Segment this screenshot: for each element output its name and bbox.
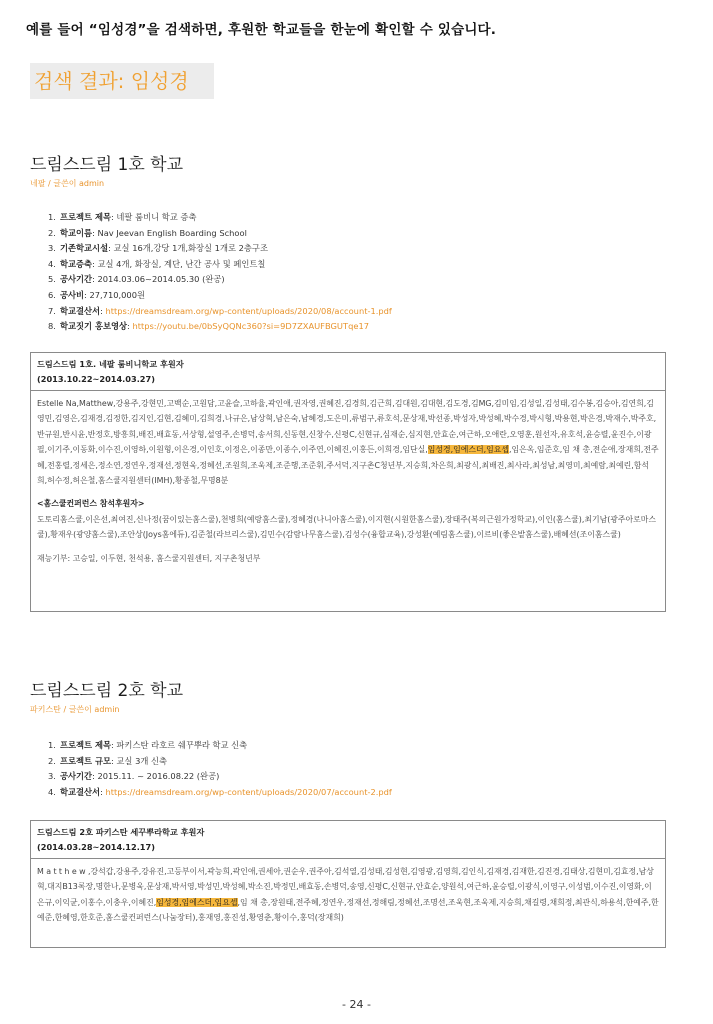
item-value: : 2015.11. ~ 2016.08.22 (완공) xyxy=(92,771,220,782)
item-label: 프로젝트 제목 xyxy=(60,212,111,222)
school1-title: 드림스드림 1호 학교 xyxy=(30,155,183,175)
school1-info-list xyxy=(48,210,392,335)
school2-sponsor-box xyxy=(30,820,666,948)
school1-box-title: 드림스드림 1호. 네팔 룸비니학교 후원자 xyxy=(37,359,184,369)
item-label: 공사기간 xyxy=(60,771,93,782)
info-item xyxy=(48,257,392,273)
item-number: 8. xyxy=(48,321,56,332)
item-number: 3. xyxy=(48,243,56,254)
item-label: 학교짓기 홍보영상 xyxy=(60,321,128,332)
school2-box-title: 드림스드림 2호 파키스탄 세꾸뿌라학교 후원자 xyxy=(37,827,205,837)
item-label: 학교이름 xyxy=(60,227,93,238)
school1-box-header xyxy=(31,353,665,391)
info-item xyxy=(48,754,392,770)
item-value: : 2014.03.06~2014.05.30 (완공) xyxy=(92,274,225,285)
info-item xyxy=(48,210,392,226)
school2-sponsor-list xyxy=(37,864,659,926)
info-item xyxy=(48,738,392,754)
item-value: : 교실 16개,강당 1개,화장실 1개로 2층구조 xyxy=(108,243,268,254)
school1-box-period: (2013.10.22~2014.03.27) xyxy=(37,374,155,384)
item-label: 학교결산서 xyxy=(60,786,101,797)
item-value: : xyxy=(127,321,133,332)
school1-sponsor-box xyxy=(30,352,666,612)
search-result-banner: 검색 결과: 임성경 xyxy=(30,63,214,99)
item-number: 6. xyxy=(48,289,56,300)
info-item xyxy=(48,288,392,304)
item-number: 7. xyxy=(48,305,56,316)
item-label: 프로젝트 규모 xyxy=(60,755,111,766)
item-label: 공사비 xyxy=(60,289,85,300)
sponsor-names: Estelle Na,Matthew,강용주,강현민,고백순,고원담,고윤슬,고하율,곽인애,권자영,권혜진,김경희,김근희,김대원,김대현,김도경,김MG,김미임,김성일,김성태,김수봉,김승아,김연희,김영민,김영은,김재경,김정한,김지인,김현,김혜미,김희경,나규은,남상혁,남은숙,남혜경,도은미,류범구,류호석,문상재,박선종,박성자,박성혜,박수경,박시형,박용현,박은경,박재수,박주호,반규원,반시윤,반정호,방흥희,배진,배효동,서상형,설영주,손병덕,송서희,신동현,신창수,신평C,신현규,심재순,심지현,안효순,여근하,오애란,오영훈,원선자,유호석,윤승렬,윤진수,이광필,이기주,이동화,이수진,이영하,이원형,이은경,이인호,이정은,이종만,이종수,이주연,이혜진,이홍든,이희경,임단실, xyxy=(37,399,657,455)
item-value: : 파키스탄 라호르 쉐꾸뿌라 학교 신축 xyxy=(110,740,248,750)
school2-box-period: (2014.03.28~2014.12.17) xyxy=(37,842,155,852)
item-link[interactable]: https://dreamsdream.org/wp-content/uploads/2020/08/account-1.pdf xyxy=(105,305,392,316)
item-number: 4. xyxy=(48,258,56,269)
info-item xyxy=(48,304,392,320)
info-item xyxy=(48,769,392,785)
item-value: : 27,710,000원 xyxy=(84,289,145,300)
sponsor-names: ,임 채 총,장원태,전주혜,정연우,정재선,정해림,정혜선,조명선,조욱현,조욱제,지승희,채길령,채희정,최관식,하용석,한예주,한예준,한혜영,한호준,홈스쿨컨퍼런스(나눔장터),홍재영,홍진성,황영춘,황이수,홍덕(장재희) xyxy=(37,897,659,923)
info-item xyxy=(48,785,392,801)
sponsor-names: ,임은옥,임준호,임 채 총,전순애,장재희,전주혜,전홍렬,정세은,정소연,정연우,정재선,정현욱,정혜선,조원희,조욱제,조준행,조준휘,주서덕,지구촌C청년부,지승희,차은희,최광식,최배진,최사라,최성남,최영미,최예람,최예린,함석희,허수정,허은철,홈스쿨지원센터(IMH),황종철,무명8분 xyxy=(37,445,659,486)
item-label: 공사기간 xyxy=(60,274,93,285)
item-value: : Nav Jeevan English Boarding School xyxy=(92,227,247,238)
item-value: : 네팔 룸비니 학교 증축 xyxy=(110,212,197,222)
item-number: 2. xyxy=(48,227,56,238)
sponsor-names: ,강석갑,강용주,강유진,고등부이서,곽능희,곽인애,권세아,권순우,권주아,김석열,김성태,김성현,김영광,김영희,김인식,김재경,김재한,김진경,김태상,김현미,김효정,남상혁,대지B13록장,명한나,문병욱,문상재,박서영,박성민,박성혜,박소진,박정민,배효동,손병덕,송영,신평C,신현규,안효순,양원석,여근하,윤승렬,이광식,이영구,이성범,이수진,이영화,이은규,이익균,이홍수,이충우,이혜진, xyxy=(37,867,654,907)
conference-sponsor-list: 도토리홈스쿨,이은선,최여진,신나정(꿈이있는홈스쿨),천병희(예랑홈스쿨),정혜경(나니아홈스쿨),이지현(시원한홈스쿨),장태주(복의근원가정학교),이인(홈스쿨),최기남(광주아로마스쿨),황재우(광양홈스쿨),조안상(Joys홈에듀),김준철(라브리스쿨),김민수(감람나무홈스쿨),김성수(융합교육),강성환(예림홈스쿨),이르비(좋은밭홈스쿨),배혜선(조이홈스쿨) xyxy=(37,514,657,540)
item-link[interactable]: https://youtu.be/0bSyQQNc360?si=9D7ZXAUFBGUTqe17 xyxy=(132,321,370,332)
item-label: 프로젝트 제목 xyxy=(60,740,111,750)
school1-meta: 네팔 / 글쓴이 admin xyxy=(30,179,105,188)
school2-title: 드림스드림 2호 학교 xyxy=(30,681,183,701)
item-number: 1. xyxy=(48,740,56,750)
item-label: 학교결산서 xyxy=(60,305,101,316)
school2-meta: 파키스탄 / 글쓴이 admin xyxy=(30,705,120,714)
school2-box-body xyxy=(31,859,665,931)
item-number: 5. xyxy=(48,274,56,285)
intro-text: 예를 들어 “임성경”을 검색하면, 후원한 학교들을 한눈에 확인할 수 있습니다. xyxy=(26,22,497,38)
school1-sponsor-list xyxy=(37,396,659,488)
page-number: - 24 - xyxy=(342,998,371,1011)
school2-info-list xyxy=(48,738,392,800)
item-value: : xyxy=(100,305,106,316)
info-item xyxy=(48,272,392,288)
item-value: : xyxy=(100,786,106,797)
info-item xyxy=(48,241,392,257)
item-number: 2. xyxy=(48,755,56,766)
item-value: : 교실 4개, 화장실, 계단, 난간 공사 및 페인트칠 xyxy=(92,258,266,269)
item-number: 3. xyxy=(48,771,56,782)
item-value: : 교실 3개 신축 xyxy=(110,755,168,766)
conference-sponsor-heading: <홈스쿨컨퍼런스 참석후원자> xyxy=(37,499,145,509)
item-number: 4. xyxy=(48,786,56,797)
highlighted-search-match: 임성경,임에스더,임요셉 xyxy=(156,897,238,907)
school1-box-body xyxy=(31,391,665,571)
item-label: 학교증축 xyxy=(60,258,93,269)
item-number: 1. xyxy=(48,212,56,222)
highlighted-search-match: 임성경,임에스더,임요셉 xyxy=(427,445,510,455)
item-label: 기존학교시설 xyxy=(60,243,109,254)
item-link[interactable]: https://dreamsdream.org/wp-content/uploads/2020/07/account-2.pdf xyxy=(105,786,392,797)
info-item xyxy=(48,319,392,335)
talent-donation: 재능기부: 고승일, 이두현, 천석용, 홈스쿨지원센터, 지구촌청년부 xyxy=(37,553,261,563)
school2-box-header xyxy=(31,821,665,859)
sponsor-names: Matthew xyxy=(37,867,88,876)
info-item xyxy=(48,226,392,242)
